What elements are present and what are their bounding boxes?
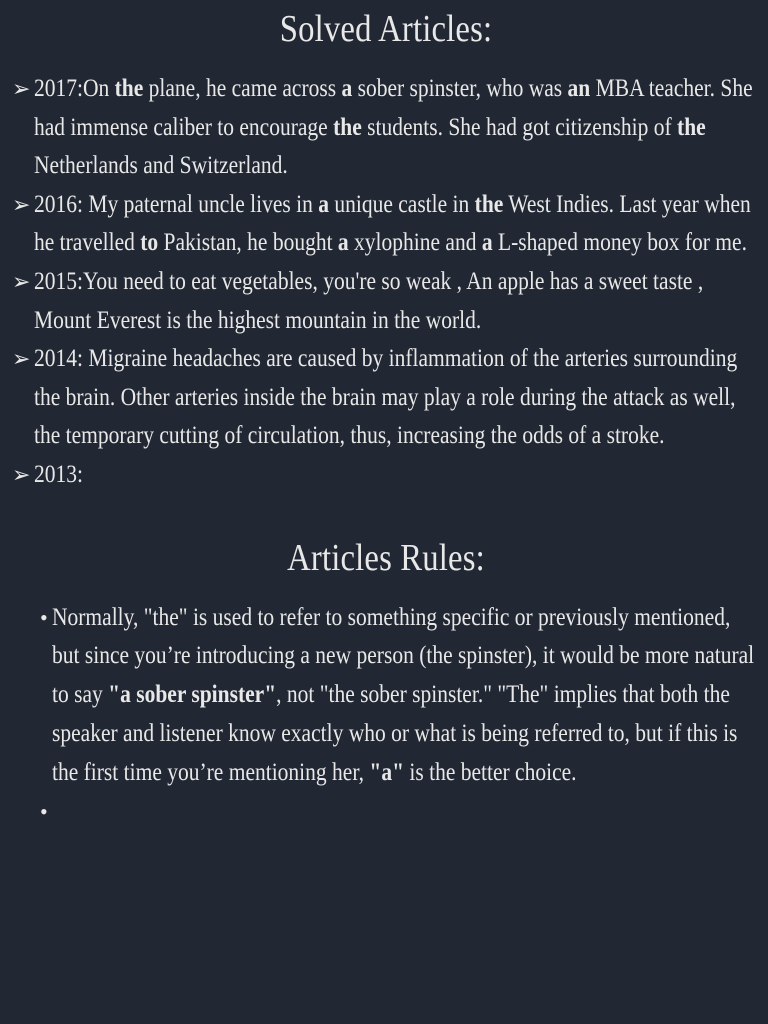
text-segment: L-shaped money box for me. <box>492 229 747 257</box>
arrow-bullet-icon <box>12 340 30 379</box>
emphasized-text: an <box>567 75 591 102</box>
emphasized-text: the <box>333 113 362 141</box>
article-rule-item <box>12 599 760 793</box>
text-segment: 2014: Migraine headaches are caused by inflammation of the arteries surrounding the brain. Other arteries inside the brain may play a role during the attack as well, the temporary cutting of circulation, thus, increasing the odds of a stroke. <box>34 345 738 450</box>
emphasized-text: a <box>481 229 493 257</box>
solved-article-item <box>12 70 760 186</box>
emphasized-text: to <box>140 229 159 257</box>
solved-article-item <box>12 263 760 340</box>
arrow-bullet-icon <box>12 263 30 302</box>
emphasized-text: the <box>114 75 144 102</box>
text-segment: xylophine and <box>348 229 482 257</box>
article-rule-item <box>12 793 760 832</box>
articles-rules-heading: Articles Rules: <box>287 536 485 579</box>
solved-articles-list <box>12 70 760 495</box>
article-rule-text <box>52 599 761 793</box>
emphasized-text: the <box>474 190 504 218</box>
text-segment: , not "the sober spinster." "The" implies that both the speaker and listener know exactly who or what is being referred to, but if this is the first time you’re mentioning her, <box>52 681 738 786</box>
solved-article-text <box>34 263 761 340</box>
emphasized-text: "a sober spinster" <box>108 681 277 709</box>
emphasized-text: a <box>318 190 329 218</box>
emphasized-text: a <box>341 75 353 102</box>
text-segment: Netherlands and Switzerland. <box>34 152 288 180</box>
articles-rules-list <box>12 599 760 832</box>
text-segment: 2015:You need to eat vegetables, you're so weak , An apple has a sweet taste , Mount Everest is the highest mountain in the world. <box>34 267 704 334</box>
text-segment: MBA teacher. She had immense caliber to encourage <box>34 75 753 141</box>
text-segment: plane, he came across <box>143 75 342 102</box>
text-segment: 2016: My paternal uncle lives in <box>34 190 319 218</box>
solved-article-text <box>34 340 761 456</box>
text-segment: unique castle in <box>328 190 475 218</box>
arrow-bullet-icon <box>12 70 30 109</box>
solved-article-text <box>34 456 761 495</box>
text-segment: is the better choice. <box>404 758 577 786</box>
arrow-bullet-icon <box>12 456 30 495</box>
emphasized-text: a <box>337 229 349 257</box>
text-segment: 2013: <box>34 460 83 488</box>
arrow-bullet-icon <box>12 186 30 225</box>
text-segment: sober spinster, who was <box>352 75 568 102</box>
solved-article-item <box>12 340 760 456</box>
emphasized-text: the <box>677 113 706 141</box>
text-segment: West Indies. Last year when he travelled <box>34 190 751 257</box>
solved-article-item <box>12 456 760 495</box>
solved-article-text <box>34 186 761 263</box>
solved-article-text <box>34 70 761 186</box>
solved-articles-heading: Solved Articles: <box>279 8 493 50</box>
text-segment: Normally, "the" is used to refer to something specific or previously mentioned, but since you’re introducing a new person (the spinster), it would be more natural to say <box>52 603 755 709</box>
solved-article-item <box>12 186 760 263</box>
text-segment: 2017:On <box>34 75 115 102</box>
bullet-dot-icon <box>40 599 48 638</box>
bullet-dot-icon <box>40 793 48 832</box>
text-segment: students. She had got citizenship of <box>361 113 678 141</box>
text-segment: Pakistan, he bought <box>158 229 338 257</box>
emphasized-text: "a" <box>369 758 405 786</box>
